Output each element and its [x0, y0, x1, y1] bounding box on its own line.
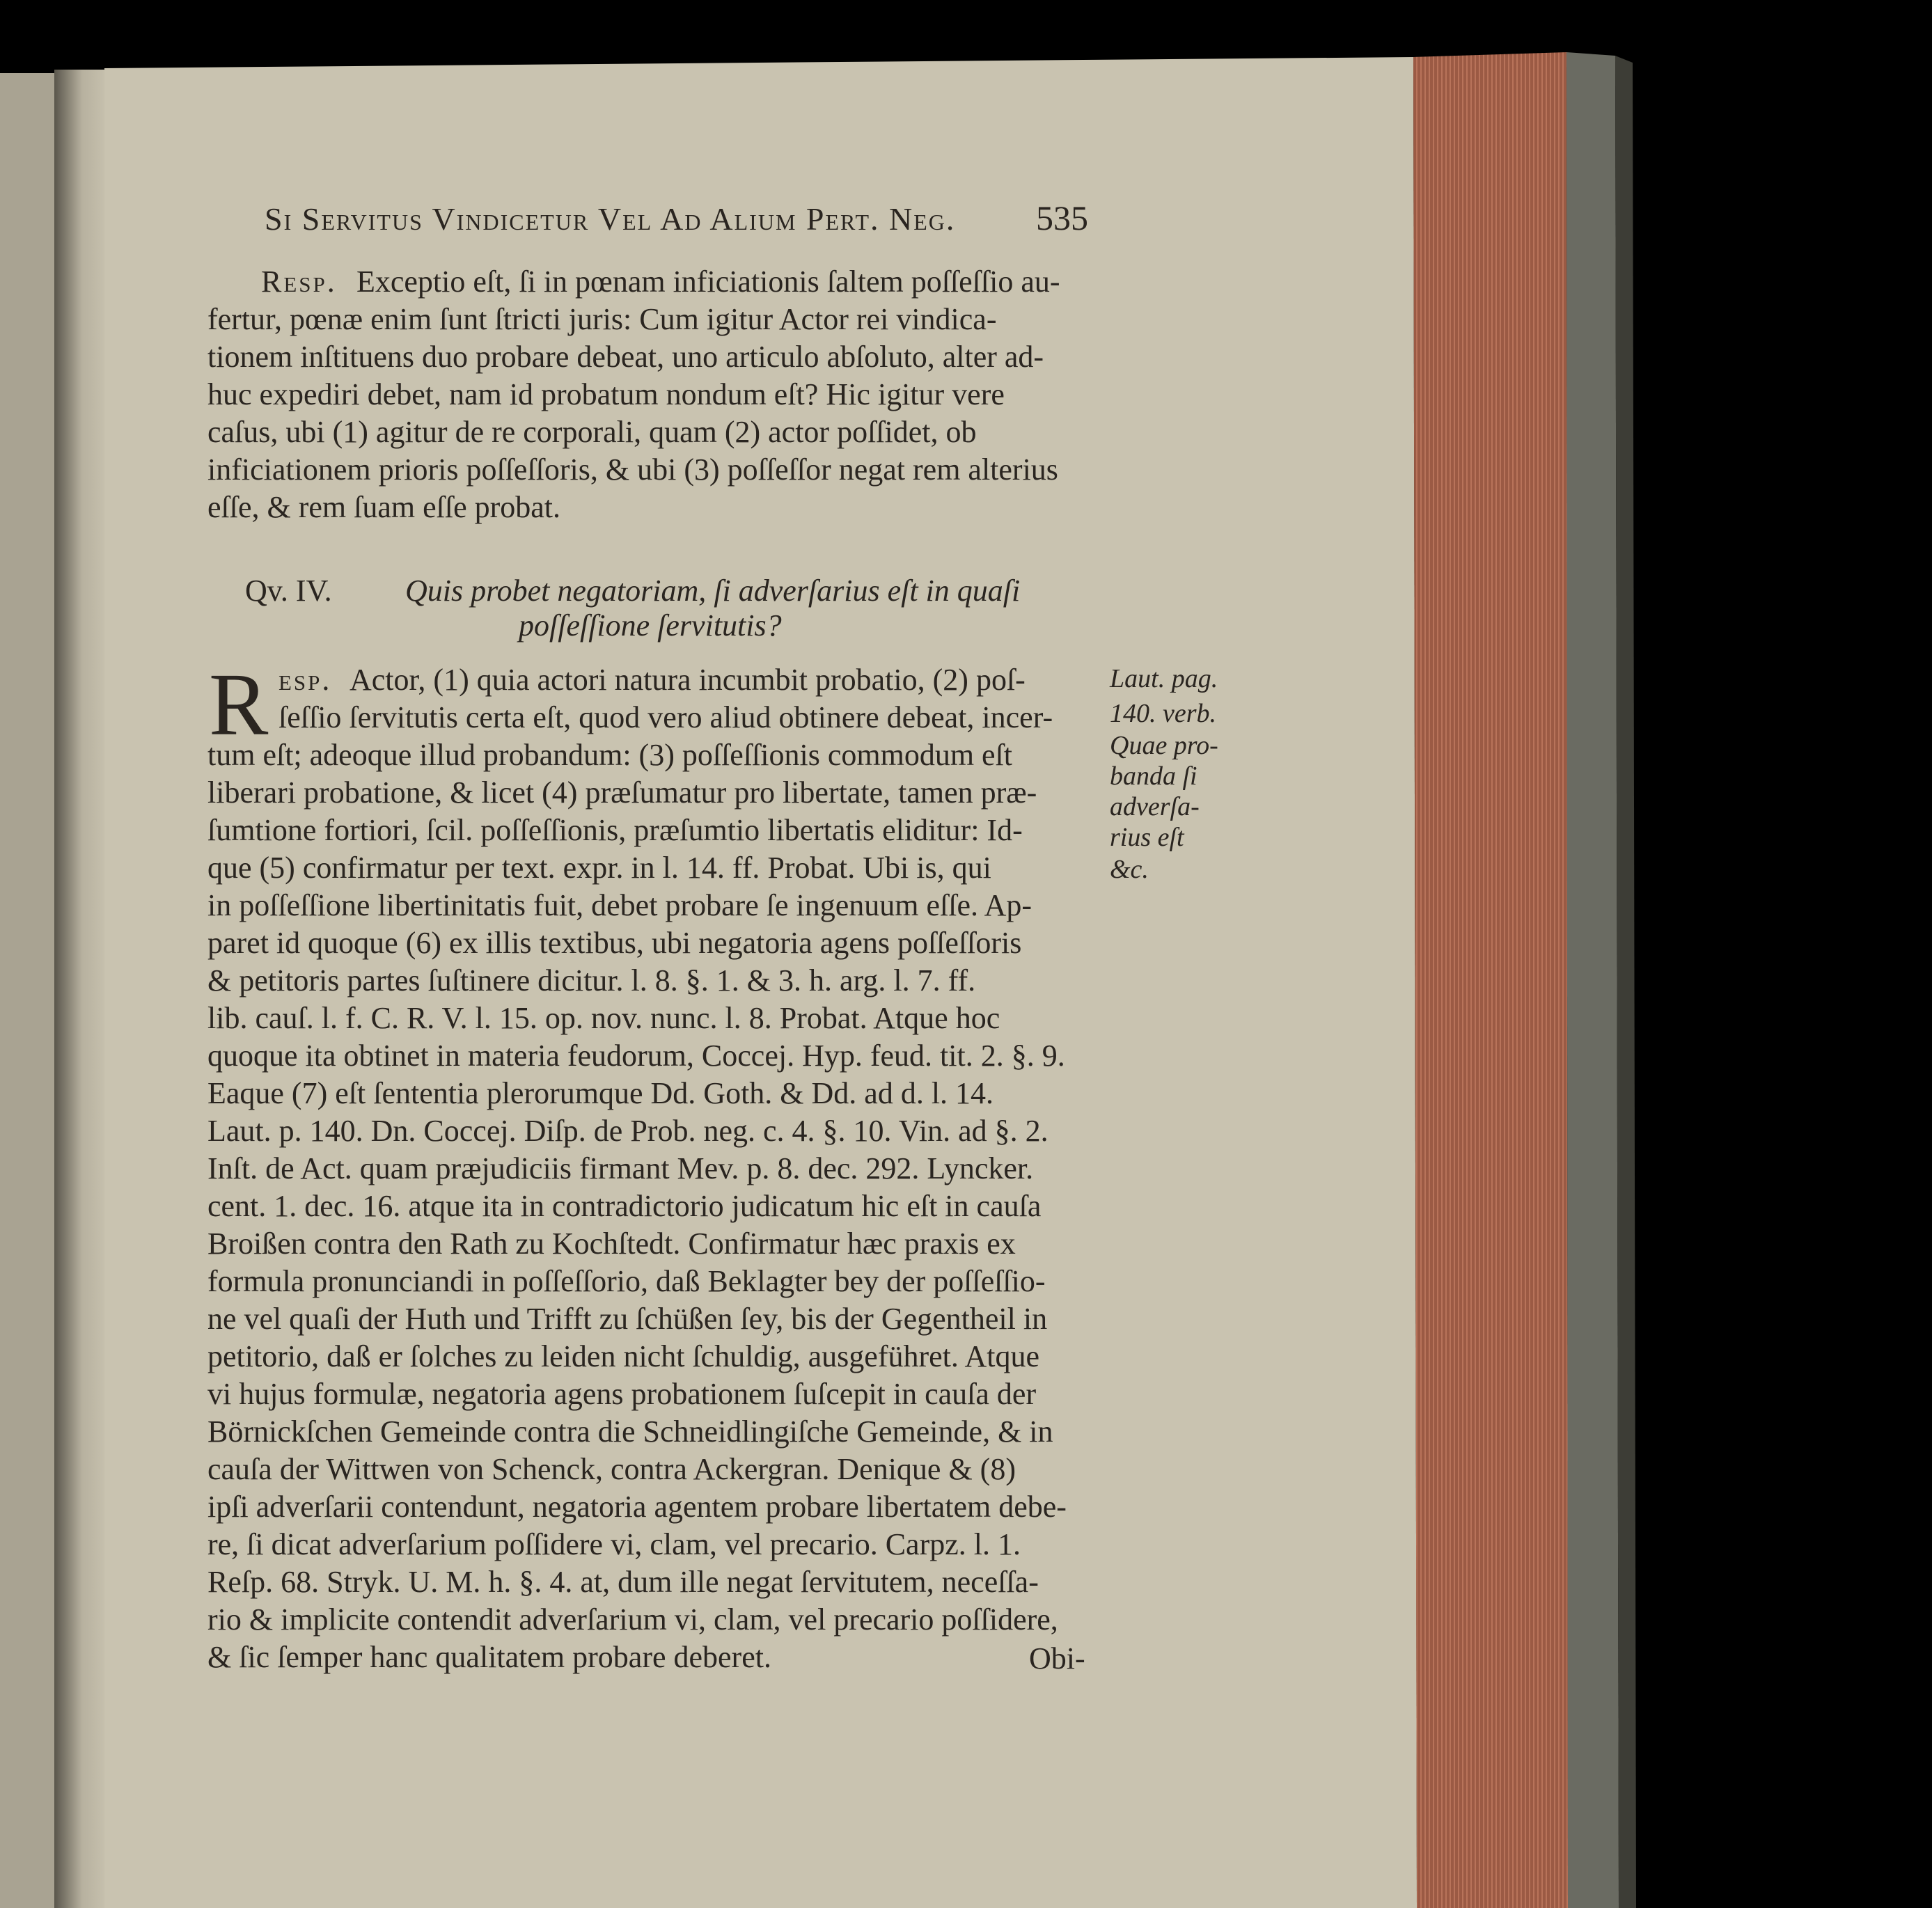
resp-label: esp.	[278, 663, 332, 697]
text-line: Börnickſchen Gemeinde contra die Schneidlingiſche Gemeinde, & in	[207, 1414, 1053, 1449]
drop-cap: R	[209, 655, 269, 754]
running-head: Si Servitus Vindicetur Vel Ad Alium Pert. Neg.	[265, 201, 956, 237]
resp-label: Resp.	[261, 265, 337, 299]
text-line: tum eſt; adeoque illud probandum: (3) poſſeſſionis commodum eſt	[207, 738, 1013, 772]
text-line: ipſi adverſarii contendunt, negatoria agentem probare libertatem debe-	[207, 1490, 1067, 1524]
note-line: rius eſt	[1110, 823, 1184, 852]
text-line: Broißen contra den Rath zu Kochſtedt. Confirmatur hæc praxis ex	[207, 1227, 1016, 1261]
text-line: tionem inſtituens duo probare debeat, uno articulo abſoluto, alter ad-	[207, 340, 1044, 374]
text-line: Eaque (7) eſt ſententia plerorumque Dd. Goth. & Dd. ad d. l. 14.	[207, 1076, 994, 1110]
note-line: banda ſi	[1110, 762, 1197, 791]
text-line: fertur, pœnæ enim ſunt ſtricti juris: Cum igitur Actor rei vindica-	[207, 302, 997, 336]
gutter-shadow	[54, 70, 110, 1908]
question-label: Qv. IV.	[245, 574, 332, 608]
question-line: poſſeſſione ſervitutis?	[519, 608, 782, 642]
text-line: vi hujus formulæ, negatoria agens probationem ſuſcepit in cauſa der	[207, 1377, 1037, 1411]
note-line: Laut. pag.	[1110, 664, 1218, 693]
text-line: eſſe, & rem ſuam eſſe probat.	[207, 490, 561, 524]
question-line: Quis probet negatoriam, ſi adverſarius eſt in quaſi	[405, 574, 1021, 608]
text-line: & petitoris partes ſuſtinere dicitur. l. 8. §. 1. & 3. h. arg. l. 7. ff.	[207, 963, 976, 998]
note-line: adverſa-	[1110, 792, 1200, 821]
text-line: liberari probatione, & licet (4) præſumatur pro libertate, tamen præ-	[207, 775, 1037, 810]
text-line: petitorio, daß er ſolches zu leiden nicht ſchuldig, ausgeführet. Atque	[207, 1339, 1039, 1373]
back-cover-edge	[1615, 56, 1636, 1908]
text-line: caſus, ubi (1) agitur de re corporali, quam (2) actor poſſidet, ob	[207, 415, 977, 449]
page-number: 535	[1036, 198, 1088, 237]
text-line: huc expediri debet, nam id probatum nondum eſt? Hic igitur vere	[207, 377, 1005, 411]
text-line: Reſp. 68. Stryk. U. M. h. §. 4. at, dum ille negat ſervitutem, neceſſa-	[207, 1565, 1039, 1599]
text-line: Exceptio eſt, ſi in pœnam inficiationis ſaltem poſſeſſio au-	[356, 265, 1060, 299]
note-line: 140. verb.	[1110, 699, 1217, 728]
text-line: Laut. p. 140. Dn. Coccej. Diſp. de Prob. neg. c. 4. §. 10. Vin. ad §. 2.	[207, 1114, 1049, 1148]
catchword: Obi-	[1029, 1641, 1085, 1676]
note-line: Quae pro-	[1110, 731, 1218, 760]
left-page	[0, 73, 59, 1908]
text-line: inficiationem prioris poſſeſſoris, & ubi (3) poſſeſſor negat rem alterius	[207, 452, 1058, 487]
text-line: Actor, (1) quia actori natura incumbit probatio, (2) poſ-	[350, 663, 1026, 697]
text-line: ne vel quaſi der Huth und Trifft zu ſchüßen ſey, bis der Gegentheil in	[207, 1302, 1048, 1336]
text-line: Inſt. de Act. quam præjudiciis firmant Mev. p. 8. dec. 292. Lyncker.	[207, 1151, 1034, 1185]
text-line: re, ſi dicat adverſarium poſſidere vi, clam, vel precario. Carpz. l. 1.	[207, 1527, 1021, 1561]
text-line: rio & implicite contendit adverſarium vi, clam, vel precario poſſidere,	[207, 1602, 1058, 1637]
text-line: ſumtione fortiori, ſcil. poſſeſſionis, præſumtio libertatis eliditur: Id-	[207, 813, 1023, 847]
text-line: lib. cauſ. l. f. C. R. V. l. 15. op. nov. nunc. l. 8. Probat. Atque hoc	[207, 1001, 1000, 1035]
text-line: in poſſeſſione libertinitatis fuit, debet probare ſe ingenuum eſſe. Ap-	[207, 888, 1032, 922]
text-line: cauſa der Wittwen von Schenck, contra Ackergran. Denique & (8)	[207, 1452, 1016, 1486]
text-line: que (5) confirmatur per text. expr. in l. 14. ff. Probat. Ubi is, qui	[207, 851, 991, 885]
text-line: cent. 1. dec. 16. atque ita in contradictorio judicatum hic eſt in cauſa	[207, 1189, 1042, 1223]
text-line: & ſic ſemper hanc qualitatem probare deberet.	[207, 1640, 771, 1674]
text-line: quoque ita obtinet in materia feudorum, Coccej. Hyp. feud. tit. 2. §. 9.	[207, 1039, 1065, 1073]
text-line: ſeſſio ſervitutis certa eſt, quod vero aliud obtinere debeat, incer-	[278, 700, 1053, 734]
text-line: paret id quoque (6) ex illis textibus, ubi negatoria agens poſſeſſoris	[207, 926, 1022, 960]
note-line: &c.	[1110, 855, 1149, 884]
book-cover	[1566, 52, 1619, 1908]
page-edges	[1413, 52, 1568, 1908]
text-line: formula pronunciandi in poſſeſſorio, daß Beklagter bey der poſſeſſio-	[207, 1264, 1046, 1298]
